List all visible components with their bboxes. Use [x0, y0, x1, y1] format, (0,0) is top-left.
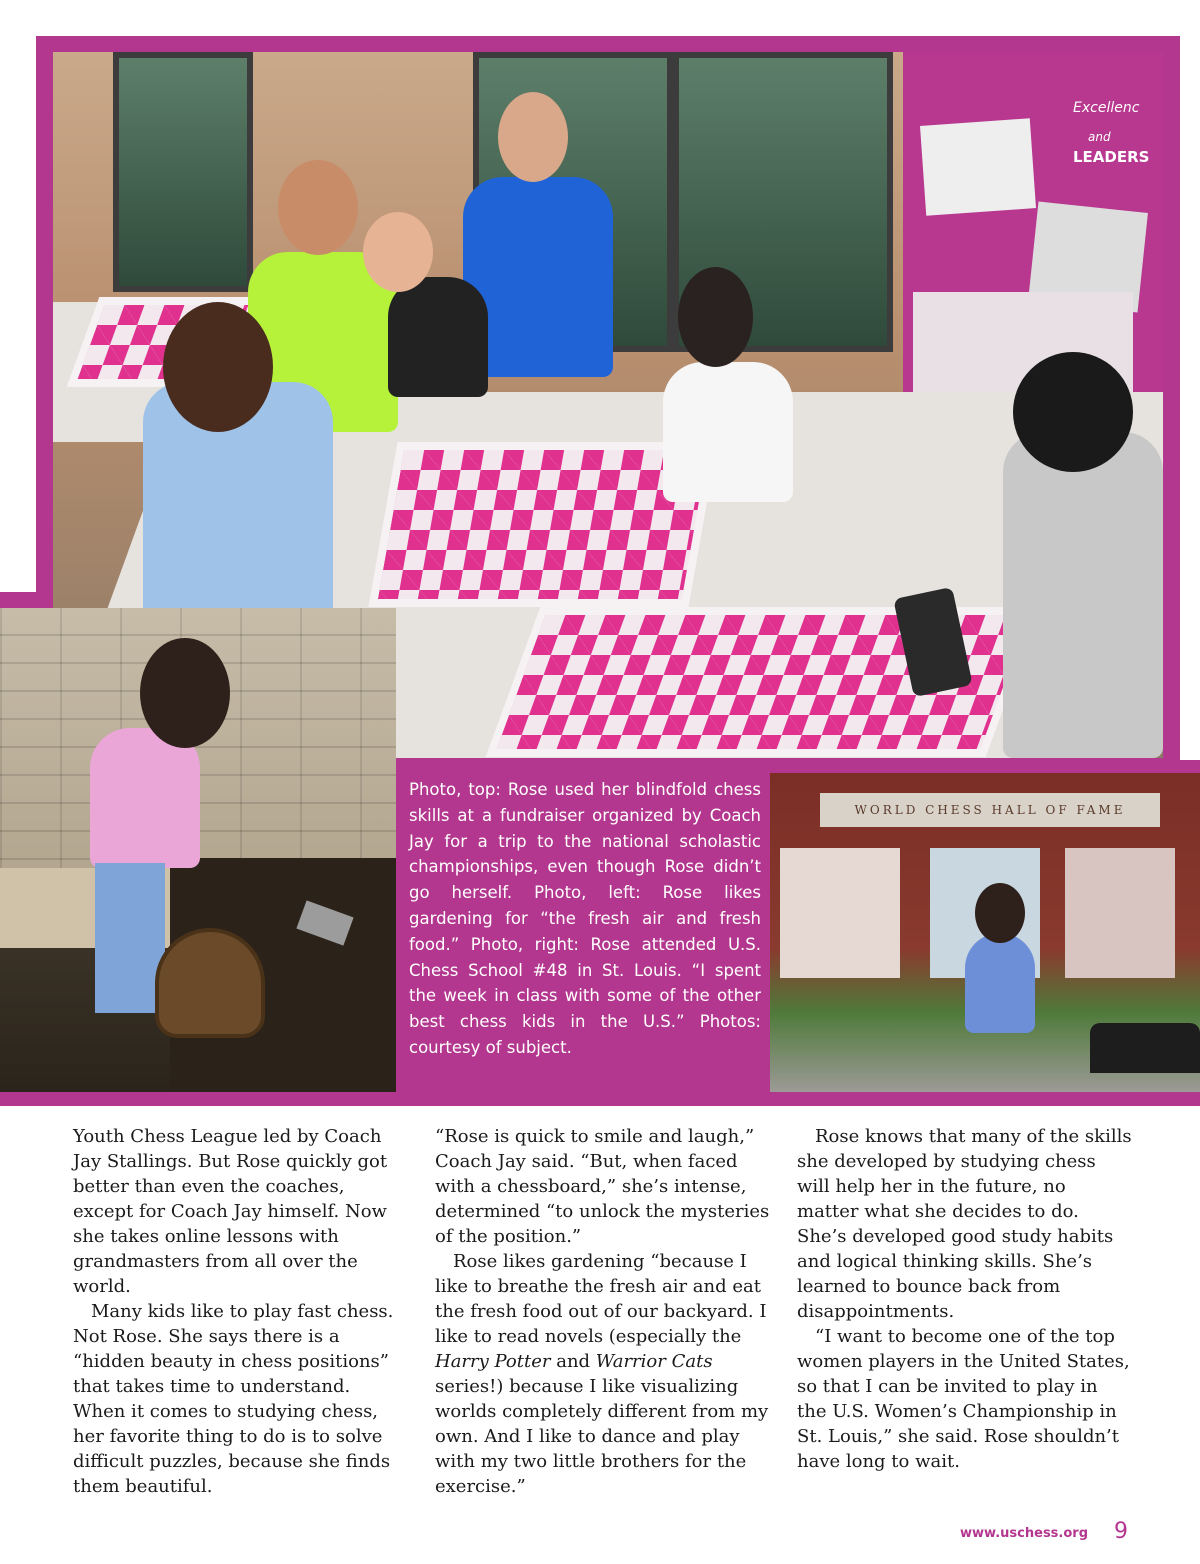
page-number: 9	[1114, 1519, 1128, 1544]
window	[113, 52, 253, 292]
paragraph: Many kids like to play fast chess. Not Rose. She says there is a “hidden beauty in chess positions” that takes time to understand. When it comes to studying chess, her favorite thing to do is to solve difficult puzzles, because she finds them beautiful.	[73, 1301, 394, 1497]
head	[678, 267, 753, 367]
spectator-right	[1003, 432, 1163, 758]
text-run: series!) because I like visualizing worlds completely different from my own. And I like to dance and play with my two little brothers for the exercise.”	[435, 1376, 769, 1497]
hall-of-fame-sign: WORLD CHESS HALL OF FAME	[820, 793, 1160, 827]
text-run: Rose likes gardening “because I like to breathe the fresh air and eat the fresh food out of our backyard. I like to read novels (especially the	[435, 1251, 767, 1347]
head	[278, 160, 358, 255]
bulb-basket	[155, 928, 265, 1038]
banner-text-and: and	[1088, 130, 1111, 144]
paragraph	[435, 1249, 775, 1499]
book-title: Warrior Cats	[595, 1351, 713, 1372]
head	[140, 638, 230, 748]
girl-blindfolded	[663, 362, 793, 502]
article-column-1	[73, 1124, 403, 1499]
giant-chess-pieces	[1090, 1023, 1200, 1073]
boy-black-shirt	[388, 277, 488, 397]
storefront-window	[1065, 848, 1175, 978]
text-run: and	[550, 1351, 596, 1372]
head	[1013, 352, 1133, 472]
photo-caption: Photo, top: Rose used her blindfold chess skills at a fundraiser organized by Coach Jay for a trip to the national scholastic championships, even though Rose didn’t go herself. Photo, left: Rose likes gardening for “the fresh air and fresh food.” Photo, right: Rose attended U.S. Chess School #48 in St. Louis. “I spent the week in class with some of the other best chess kids in the U.S.” Photos: courtesy of subject.	[409, 780, 761, 1057]
paragraph: Rose knows that many of the skills she developed by studying chess will help her in the future, no matter what she decides to do. She’s developed good study habits and logical thinking skills. She’s learned to bounce back from disappointments.	[797, 1126, 1132, 1322]
paragraph: Youth Chess League led by Coach Jay Stallings. But Rose quickly got better than even the coaches, except for Coach Jay himself. Now she takes online lessons with grandmasters from all over the world.	[73, 1126, 388, 1297]
storefront-window	[780, 848, 900, 978]
paragraph: “Rose is quick to smile and laugh,” Coach Jay said. “But, when faced with a chessboard,” she’s intense, determined “to unlock the mysteries of the position.”	[435, 1126, 770, 1247]
head	[975, 883, 1025, 943]
footer-url[interactable]: www.uschess.org	[960, 1526, 1088, 1541]
banner-text-excellence: Excellenc	[1073, 100, 1140, 116]
left-photo-gardening	[0, 608, 396, 1092]
article-column-2	[435, 1124, 775, 1499]
girl-pink-shirt	[90, 728, 200, 868]
head	[363, 212, 433, 292]
banner-text-leaders: LEADERS	[1073, 148, 1150, 166]
head	[498, 92, 568, 182]
article-column-3	[797, 1124, 1132, 1474]
head	[163, 302, 273, 432]
paragraph: “I want to become one of the top women players in the United States, so that I can be invited to play in the U.S. Women’s Championship in St. Louis,” she said. Rose shouldn’t have long to wait.	[797, 1326, 1130, 1472]
book-title: Harry Potter	[435, 1351, 551, 1372]
right-photo-hall-of-fame	[770, 773, 1200, 1092]
girl-blue-shirt	[965, 933, 1035, 1033]
